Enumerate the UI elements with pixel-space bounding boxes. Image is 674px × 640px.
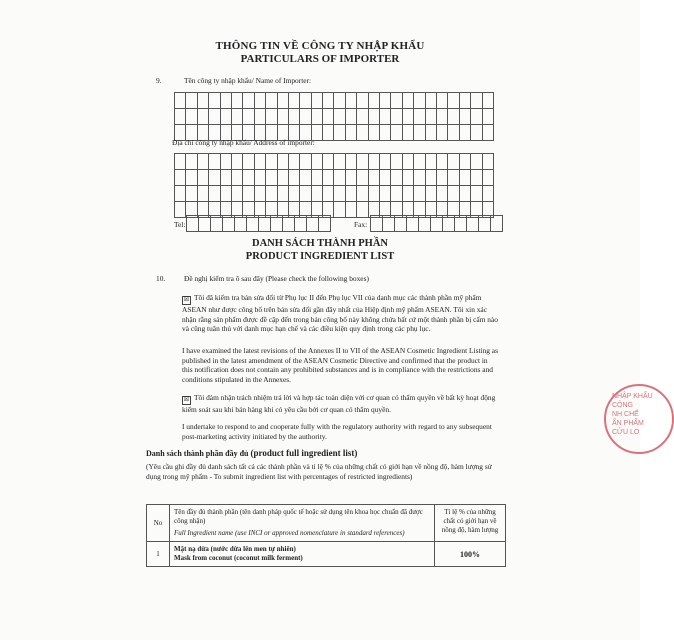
ingredient-list-title-vi: DANH SÁCH THÀNH PHẦN — [251, 238, 389, 249]
declaration-2-en: I undertake to respond to and cooperate fully with the regulatory authority with regard to any subsequent post-marketing activity initiated by the authority. — [182, 422, 492, 441]
section-10-number: 10. — [156, 274, 166, 283]
declaration-1-vi: ☒ Tôi đã kiểm tra bản sửa đổi từ Phụ lục II đến Phụ lục VII của danh mục các thành phần mỹ phẩm ASEAN như được công bố trên bản sửa đổi gần đây nhất của Hiệp định mỹ phẩm ASEAN. Tôi xin xác nhận rằng sản phẩm được đề cập đến trong bản công bố này không chứa bất cứ một thành phần bị cấm nào và cũng tuân thủ với danh mục hạn chế và các điều kiện quy định trong các phụ lục. — [182, 293, 498, 334]
fax-grid[interactable] — [370, 215, 503, 232]
company-stamp: NHẬP KHẨU CÔNG NH CHẾ ẨN PHẨM CỬU LO — [604, 384, 674, 454]
checkbox-2[interactable]: ☒ — [183, 397, 190, 403]
header-no: No — [147, 505, 170, 542]
importer-name-grid[interactable] — [174, 92, 494, 141]
row-percentage: 100% — [435, 542, 506, 567]
ingredient-list-title-en: PRODUCT INGREDIENT LIST — [245, 251, 395, 262]
header-ingredient-name: Tên đầy đủ thành phần (tên danh pháp quốc tế hoặc sử dụng tên khoa học chuẩn đã được công nhận) Full Ingredient name (use INCI or approved nomenclature in standard references) — [170, 505, 435, 542]
tel-grid[interactable] — [186, 215, 331, 232]
declaration-1-en: I have examined the latest revisions of the Annexes II to VII of the ASEAN Cosmetic Ingredient Listing as published in the latest amendment of the ASEAN Cosmetic Directive and confirmed that the product in this notification does not contain any prohibited substances and is in compliance with the restrictions and conditions stipulated in the Annexes. — [182, 346, 498, 384]
section-9-number: 9. — [156, 76, 162, 85]
importer-name-label: Tên công ty nhập khẩu/ Name of Importer: — [184, 76, 312, 85]
table-row — [147, 542, 506, 567]
table-header-row — [147, 505, 506, 542]
full-ingredient-heading: Danh sách thành phần đầy đủ (product full ingredient list) — [146, 448, 358, 458]
header-percentage: Tỉ lệ % của những chất có giới hạn về nồng độ, hàm lượng — [435, 505, 506, 542]
declaration-2-vi: ☒ Tôi đảm nhận trách nhiệm trả lời và hợp tác toàn diện với cơ quan có thẩm quyền về bất kỳ hoạt động kiểm soát sau khi bán hàng khi có yêu cầu bởi cơ quan có thẩm quyền. — [182, 393, 496, 414]
checkbox-1[interactable]: ☒ — [183, 297, 190, 303]
ingredient-note: (Yêu cầu ghi đầy đủ danh sách tất cả các thành phần và tỉ lệ % của những chất có giới hạn về nồng độ, hàm lượng sử dụng trong mỹ phẩm - To submit ingredient list with percentages of restricted ingredients) — [146, 462, 492, 481]
fax-label: Fax: — [354, 220, 368, 229]
row-no: 1 — [147, 542, 170, 567]
section-10-intro: Đề nghị kiểm tra ô sau đây (Please check the following boxes) — [184, 274, 369, 283]
importer-address-label: Địa chỉ công ty nhập khẩu/ Address of importer: — [172, 138, 315, 147]
ingredient-table — [146, 504, 506, 567]
importer-title-en: PARTICULARS OF IMPORTER — [240, 53, 400, 65]
importer-title-vi: THÔNG TIN VỀ CÔNG TY NHẬP KHẨU — [215, 40, 425, 52]
row-ingredient-name: Mật nạ dừa (nước dừa lên men tự nhiên) Mask from coconut (coconut milk ferment) — [170, 542, 435, 567]
importer-address-grid[interactable] — [174, 153, 494, 218]
tel-label: Tel: — [174, 220, 186, 229]
